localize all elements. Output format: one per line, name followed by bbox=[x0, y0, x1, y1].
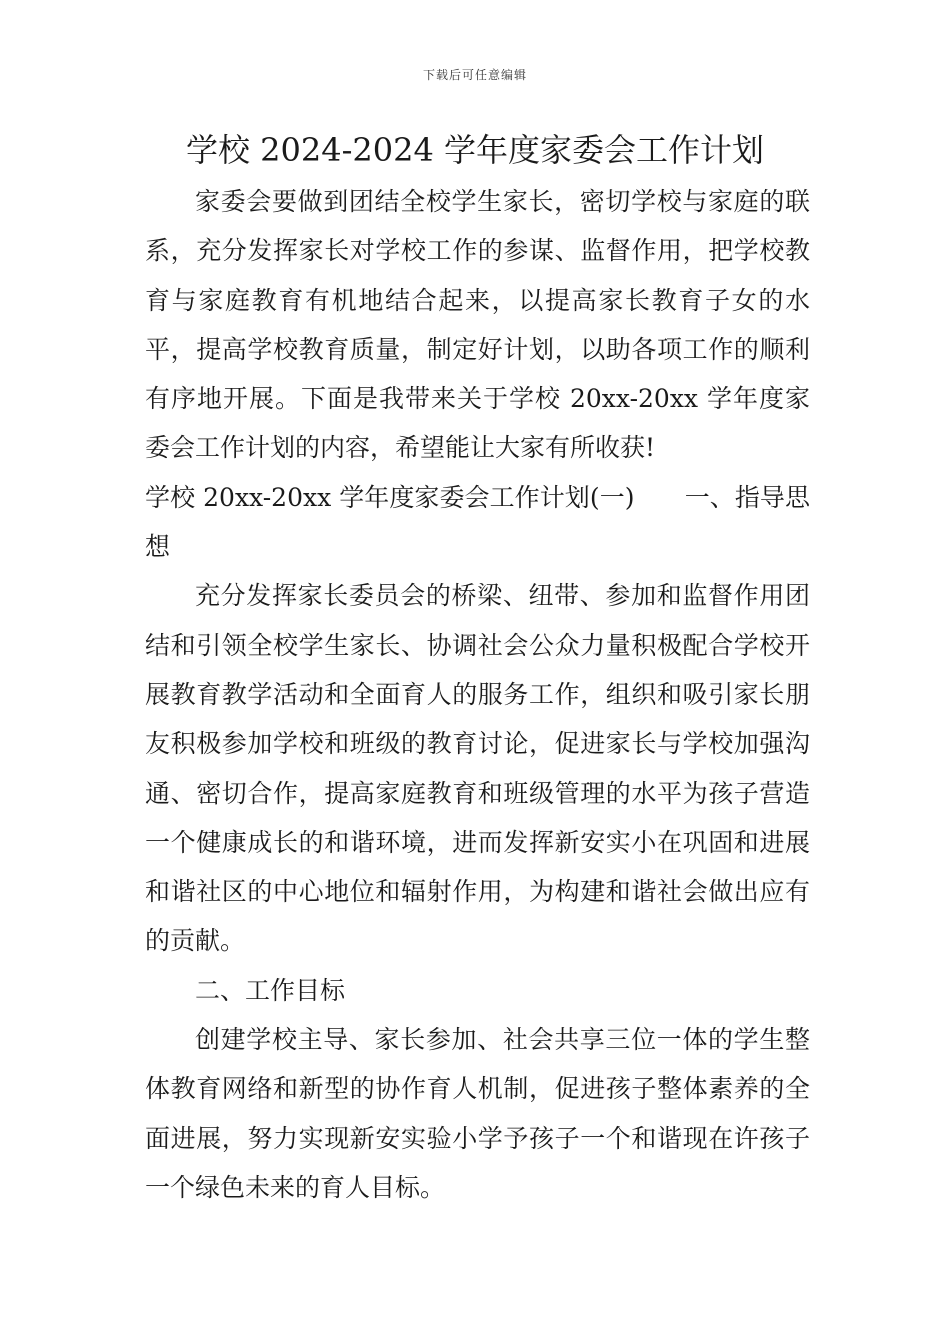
paragraph-guiding-thought: 充分发挥家长委员会的桥梁、纽带、参加和监督作用团结和引领全校学生家长、协调社会公众力量积极配合学校开展教育教学活动和全面育人的服务工作，组织和吸引家长朋友积极参加学校和班级的教育讨论，促进家长与学校加强沟通、密切合作，提高家庭教育和班级管理的水平为孩子营造一个健康成长的和谐环境，进而发挥新安实小在巩固和进展和谐社区的中心地位和辐射作用，为构建和谐社会做出应有的贡献。 bbox=[145, 581, 810, 956]
paragraph-goals: 创建学校主导、家长参加、社会共享三位一体的学生整体教育网络和新型的协作育人机制，促进孩子整体素养的全面进展，努力实现新安实验小学予孩子一个和谐现在许孩子一个绿色未来的育人目标。 bbox=[145, 1025, 810, 1202]
document-title: 学校 2024-2024 学年度家委会工作计划 bbox=[185, 131, 765, 169]
paragraph-section-heading: 学校 20xx-20xx 学年度家委会工作计划(一) 一、指导思想 bbox=[145, 482, 810, 562]
paragraph-goals-heading: 二、工作目标 bbox=[195, 975, 346, 1005]
document-body bbox=[145, 177, 810, 1212]
paragraph-intro: 家委会要做到团结全校学生家长，密切学校与家庭的联系，充分发挥家长对学校工作的参谋、监督作用，把学校教育与家庭教育有机地结合起来，以提高家长教育子女的水平，提高学校教育质量，制定好计划，以助各项工作的顺利有序地开展。下面是我带来关于学校 20xx-20xx 学年度家委会工作计划的内容，希望能让大家有所收获! bbox=[145, 187, 810, 463]
header-note: 下载后可任意编辑 bbox=[422, 68, 527, 82]
